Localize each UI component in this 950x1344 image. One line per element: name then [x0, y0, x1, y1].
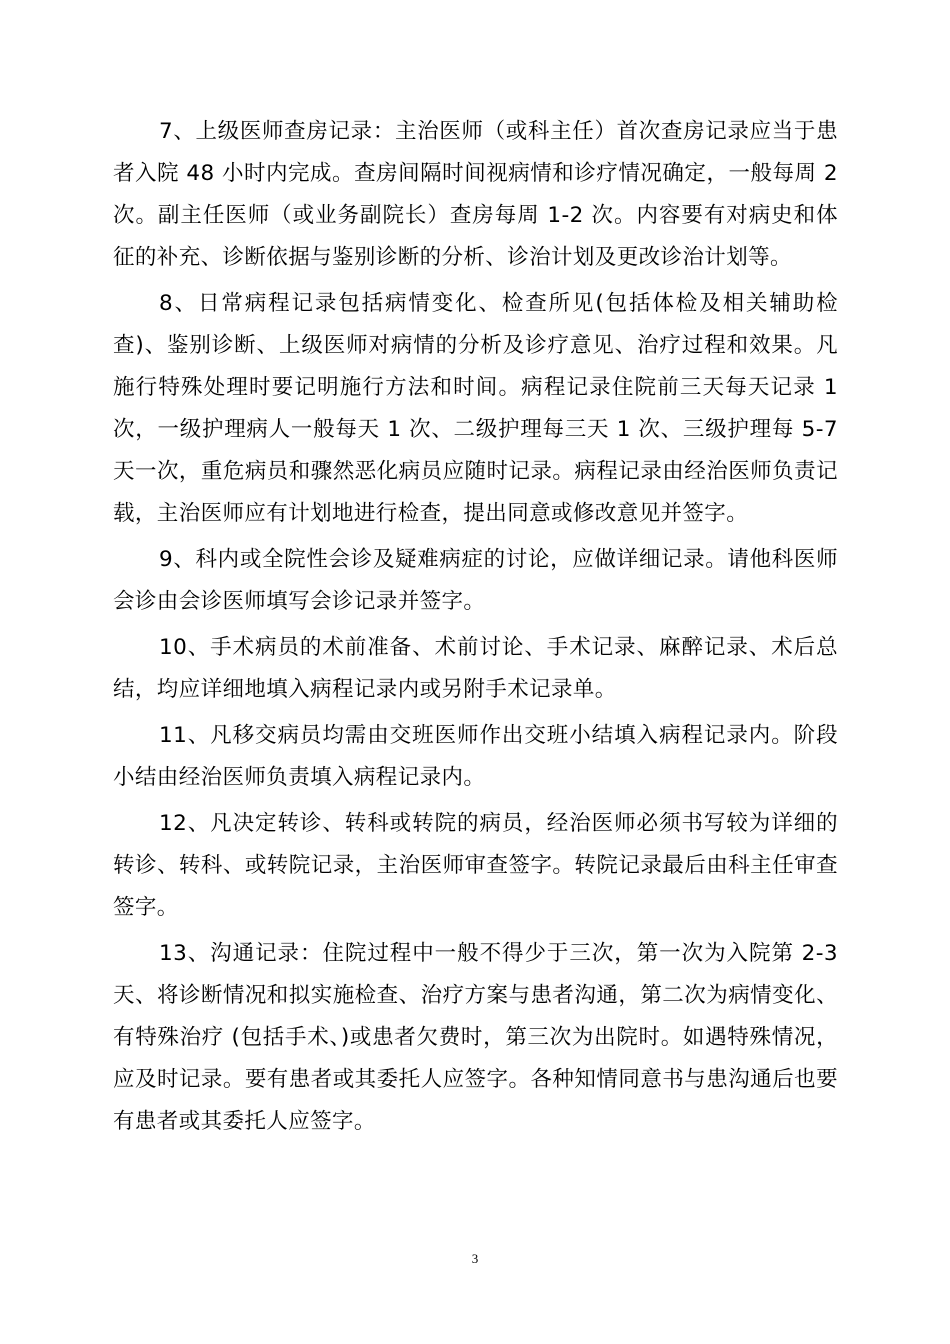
document-body — [113, 111, 838, 1147]
paragraph-11-handover-summary: 11、凡移交病员均需由交班医师作出交班小结填入病程记录内。阶段小结由经治医师负责填入病程记录内。 — [113, 723, 838, 790]
paragraph-10-surgery-record: 10、手术病员的术前准备、术前讨论、手术记录、麻醉记录、术后总结，均应详细地填入病程记录内或另附手术记录单。 — [113, 635, 838, 702]
paragraph-7-ward-round-record: 7、上级医师查房记录：主治医师（或科主任）首次查房记录应当于患者入院 48 小时内完成。查房间隔时间视病情和诊疗情况确定，一般每周 2 次。副主任医师（或业务副院长）查房每周 1-2 次。内容要有对病史和体征的补充、诊断依据与鉴别诊断的分析、诊治计划及更改诊治计划等。 — [113, 119, 838, 270]
page-number: 3 — [471, 1251, 479, 1266]
paragraph-8-daily-progress-record: 8、日常病程记录包括病情变化、检查所见(包括体检及相关辅助检查)、鉴别诊断、上级医师对病情的分析及诊疗意见、治疗过程和效果。凡施行特殊处理时要记明施行方法和时间。病程记录住院前三天每天记录 1 次，一级护理病人一般每天 1 次、二级护理每三天 1 次、三级护理每 5-7 天一次，重危病员和骤然恶化病员应随时记录。病程记录由经治医师负责记载，主治医师应有计划地进行检查，提出同意或修改意见并签字。 — [113, 291, 838, 526]
paragraph-12-transfer-record: 12、凡决定转诊、转科或转院的病员，经治医师必须书写较为详细的转诊、转科、或转院记录，主治医师审查签字。转院记录最后由科主任审查签字。 — [113, 811, 838, 920]
paragraph-13-communication-record: 13、沟通记录：住院过程中一般不得少于三次，第一次为入院第 2-3 天、将诊断情况和拟实施检查、治疗方案与患者沟通，第二次为病情变化、有特殊治疗 (包括手术、)或患者欠费时，第三次为出院时。如遇特殊情况，应及时记录。要有患者或其委托人应签字。各种知情同意书与患沟通后也要有患者或其委托人应签字。 — [113, 941, 838, 1134]
paragraph-9-consultation-record: 9、科内或全院性会诊及疑难病症的讨论，应做详细记录。请他科医师会诊由会诊医师填写会诊记录并签字。 — [113, 547, 838, 614]
